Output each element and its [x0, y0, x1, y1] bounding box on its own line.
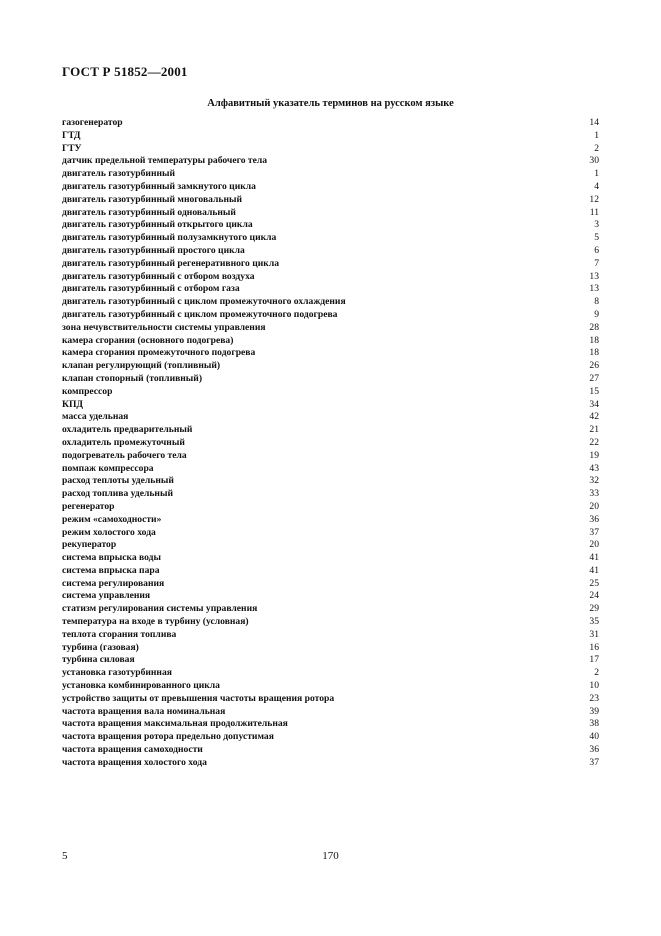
index-page-ref: 20 [589, 500, 599, 512]
index-page-ref: 37 [589, 756, 599, 768]
document-code: ГОСТ Р 51852—2001 [62, 64, 188, 79]
index-page-ref: 6 [594, 244, 599, 256]
index-term: частота вращения максимальная продолжительная [62, 718, 288, 730]
index-term: зона нечувствительности системы управления [62, 321, 266, 333]
index-term: камера сгорания (основного подогрева) [62, 334, 234, 346]
index-term: режим холостого хода [62, 526, 156, 538]
index-entry [62, 629, 599, 642]
index-term: статизм регулирования системы управления [62, 603, 258, 615]
index-page-ref: 29 [589, 603, 599, 615]
index-page-ref: 21 [589, 424, 599, 436]
index-entry [62, 271, 599, 284]
index-entry [62, 539, 599, 552]
index-page-ref: 13 [589, 283, 599, 295]
index-term: система регулирования [62, 577, 165, 589]
index-page-ref: 7 [594, 257, 599, 269]
index-entry [62, 424, 599, 437]
index-page-ref: 15 [589, 385, 599, 397]
index-term: двигатель газотурбинный [62, 168, 176, 180]
index-page-ref: 2 [594, 142, 599, 154]
index-page-ref: 42 [589, 411, 599, 423]
index-page-ref: 22 [589, 436, 599, 448]
index-term: двигатель газотурбинный простого цикла [62, 244, 245, 256]
index-entry [62, 450, 599, 463]
index-entry [62, 283, 599, 296]
index-entry [62, 654, 599, 667]
index-page-ref: 11 [589, 206, 599, 218]
index-page-ref: 1 [594, 129, 599, 141]
index-entry [62, 514, 599, 527]
index-page-ref: 34 [589, 398, 599, 410]
index-page-ref: 13 [589, 270, 599, 282]
index-page-ref: 26 [589, 360, 599, 372]
index-page-ref: 24 [589, 590, 599, 602]
index-entry [62, 578, 599, 591]
index-term: рекуператор [62, 539, 117, 551]
index-page-ref: 20 [589, 539, 599, 551]
index-term: турбина (газовая) [62, 641, 139, 653]
index-page-ref: 14 [589, 117, 599, 128]
index-page-ref: 3 [594, 219, 599, 231]
footer-page-number: 170 [322, 850, 339, 862]
index-entry [62, 207, 599, 220]
index-page-ref: 32 [589, 475, 599, 487]
index-page-ref: 31 [589, 628, 599, 640]
index-term: устройство защиты от превышения частоты вращения ротора [62, 692, 335, 704]
index-term: система впрыска пара [62, 564, 160, 576]
index-page-ref: 16 [589, 641, 599, 653]
index-entry [62, 347, 599, 360]
index-term: расход теплоты удельный [62, 475, 174, 487]
index-term: двигатель газотурбинный с отбором газа [62, 283, 240, 295]
index-entry [62, 309, 599, 322]
index-entry [62, 731, 599, 744]
term-index-list [62, 117, 599, 770]
index-entry [62, 411, 599, 424]
index-page-ref: 41 [589, 552, 599, 564]
index-entry [62, 360, 599, 373]
index-entry [62, 706, 599, 719]
index-entry [62, 258, 599, 271]
index-entry [62, 245, 599, 258]
index-term: двигатель газотурбинный с отбором воздуха [62, 270, 255, 282]
index-entry [62, 130, 599, 143]
index-term: компрессор [62, 385, 113, 397]
index-entry [62, 744, 599, 757]
index-entry [62, 155, 599, 168]
index-entry [62, 373, 599, 386]
index-page-ref: 12 [589, 193, 599, 205]
index-page-ref: 36 [589, 513, 599, 525]
index-term: клапан стопорный (топливный) [62, 372, 203, 384]
index-entry [62, 603, 599, 616]
index-term: двигатель газотурбинный регенеративного цикла [62, 257, 280, 269]
index-term: частота вращения вала номинальная [62, 705, 226, 717]
index-page-ref: 38 [589, 718, 599, 730]
index-entry [62, 335, 599, 348]
index-term: двигатель газотурбинный многовальный [62, 193, 243, 205]
index-term: двигатель газотурбинный с циклом промежуточного подогрева [62, 308, 338, 320]
index-term: датчик предельной температуры рабочего тела [62, 155, 268, 167]
index-page-ref: 10 [589, 680, 599, 692]
index-page-ref: 2 [594, 667, 599, 679]
index-page-ref: 39 [589, 705, 599, 717]
index-page-ref: 18 [589, 347, 599, 359]
index-page-ref: 23 [589, 692, 599, 704]
index-entry [62, 718, 599, 731]
index-term: турбина силовая [62, 654, 135, 666]
index-page-ref: 30 [589, 155, 599, 167]
index-term: двигатель газотурбинный с циклом промежуточного охлаждения [62, 296, 346, 308]
index-page-ref: 18 [589, 334, 599, 346]
index-entry [62, 463, 599, 476]
index-term: ГТУ [62, 142, 82, 154]
index-term: камера сгорания промежуточного подогрева [62, 347, 256, 359]
index-title: Алфавитный указатель терминов на русском языке [207, 98, 454, 109]
index-entry [62, 219, 599, 232]
index-page-ref: 33 [589, 488, 599, 500]
index-entry [62, 437, 599, 450]
index-entry [62, 488, 599, 501]
index-term: КПД [62, 398, 84, 410]
index-entry [62, 399, 599, 412]
index-page-ref: 35 [589, 616, 599, 628]
index-page-ref: 8 [594, 296, 599, 308]
index-page-ref: 4 [594, 180, 599, 192]
index-entry [62, 552, 599, 565]
index-term: помпаж компрессора [62, 462, 154, 474]
index-page-ref: 40 [589, 731, 599, 743]
index-page-ref: 1 [594, 168, 599, 180]
index-term: подогреватель рабочего тела [62, 449, 187, 461]
index-term: теплота сгорания топлива [62, 628, 177, 640]
index-entry [62, 194, 599, 207]
index-term: частота вращения ротора предельно допустимая [62, 731, 274, 743]
index-page-ref: 36 [589, 744, 599, 756]
index-entry [62, 322, 599, 335]
index-term: охладитель промежуточный [62, 436, 185, 448]
index-term: расход топлива удельный [62, 488, 173, 500]
index-term: клапан регулирующий (топливный) [62, 360, 221, 372]
index-page-ref: 17 [589, 654, 599, 666]
index-page-ref: 37 [589, 526, 599, 538]
index-entry [62, 181, 599, 194]
index-entry [62, 168, 599, 181]
index-page-ref: 41 [589, 564, 599, 576]
index-entry [62, 616, 599, 629]
index-term: температура на входе в турбину (условная) [62, 616, 249, 628]
index-entry [62, 680, 599, 693]
index-term: газогенератор [62, 117, 123, 128]
index-entry [62, 117, 599, 130]
index-entry [62, 143, 599, 156]
index-term: режим «самоходности» [62, 513, 162, 525]
index-entry [62, 232, 599, 245]
index-entry [62, 693, 599, 706]
index-entry [62, 527, 599, 540]
index-page-ref: 9 [594, 308, 599, 320]
index-page-ref: 19 [589, 449, 599, 461]
index-entry [62, 590, 599, 603]
index-entry [62, 501, 599, 514]
index-entry [62, 475, 599, 488]
index-term: двигатель газотурбинный замкнутого цикла [62, 180, 256, 192]
index-term: частота вращения самоходности [62, 744, 203, 756]
index-term: двигатель газотурбинный полузамкнутого цикла [62, 232, 277, 244]
index-term: охладитель предварительный [62, 424, 193, 436]
index-entry [62, 757, 599, 770]
index-entry [62, 642, 599, 655]
index-entry [62, 296, 599, 309]
index-page-ref: 28 [589, 321, 599, 333]
index-term: регенератор [62, 500, 115, 512]
index-entry [62, 386, 599, 399]
index-term: установка газотурбинная [62, 667, 172, 679]
index-term: частота вращения холостого хода [62, 756, 207, 768]
index-entry [62, 565, 599, 578]
index-page-ref: 27 [589, 372, 599, 384]
index-term: система впрыска воды [62, 552, 162, 564]
index-term: масса удельная [62, 411, 129, 423]
index-term: установка комбинированного цикла [62, 680, 220, 692]
index-page-ref: 5 [594, 232, 599, 244]
index-term: система управления [62, 590, 151, 602]
index-page-ref: 25 [589, 577, 599, 589]
index-entry [62, 667, 599, 680]
index-term: ГТД [62, 129, 81, 141]
index-term: двигатель газотурбинный открытого цикла [62, 219, 253, 231]
index-term: двигатель газотурбинный одновальный [62, 206, 236, 218]
index-page-ref: 43 [589, 462, 599, 474]
footer-left-number: 5 [62, 850, 68, 862]
